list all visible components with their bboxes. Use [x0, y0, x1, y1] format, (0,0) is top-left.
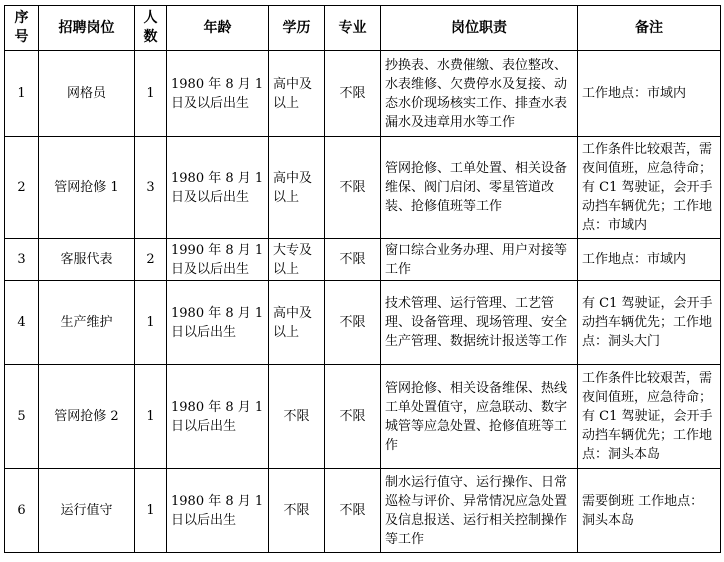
cell-education: 高中及以上 [269, 281, 325, 365]
header-education: 学历 [269, 6, 325, 51]
cell-count: 1 [135, 51, 167, 137]
table-row [5, 239, 721, 281]
cell-major: 不限 [325, 137, 381, 239]
cell-seq: 1 [5, 51, 39, 137]
cell-duties: 抄换表、水费催缴、表位整改、水表维修、欠费停水及复接、动态水价现场核实工作、排查水表漏水及违章用水等工作 [381, 51, 578, 137]
cell-count: 1 [135, 365, 167, 469]
cell-position: 生产维护 [39, 281, 135, 365]
cell-age: 1980 年 8 月 1 日及以后出生 [167, 51, 269, 137]
header-major: 专业 [325, 6, 381, 51]
header-seq: 序号 [5, 6, 39, 51]
cell-count: 1 [135, 469, 167, 553]
cell-position: 客服代表 [39, 239, 135, 281]
cell-duties: 技术管理、运行管理、工艺管理、设备管理、现场管理、安全生产管理、数据统计报送等工作 [381, 281, 578, 365]
cell-major: 不限 [325, 469, 381, 553]
table-row [5, 281, 721, 365]
cell-seq: 4 [5, 281, 39, 365]
cell-major: 不限 [325, 51, 381, 137]
cell-major: 不限 [325, 365, 381, 469]
cell-education: 高中及以上 [269, 51, 325, 137]
cell-age: 1980 年 8 月 1 日以后出生 [167, 469, 269, 553]
header-notes: 备注 [578, 6, 721, 51]
table-row [5, 51, 721, 137]
cell-major: 不限 [325, 281, 381, 365]
cell-seq: 2 [5, 137, 39, 239]
cell-position: 网格员 [39, 51, 135, 137]
cell-count: 1 [135, 281, 167, 365]
cell-age: 1980 年 8 月 1 日以后出生 [167, 281, 269, 365]
cell-education: 不限 [269, 365, 325, 469]
cell-age: 1990 年 8 月 1 日及以后出生 [167, 239, 269, 281]
cell-duties: 窗口综合业务办理、用户对接等工作 [381, 239, 578, 281]
table-row [5, 365, 721, 469]
cell-education: 不限 [269, 469, 325, 553]
recruitment-table [4, 5, 721, 553]
header-row [5, 6, 721, 51]
header-duties: 岗位职责 [381, 6, 578, 51]
cell-notes: 有 C1 驾驶证，会开手动挡车辆优先；工作地点：洞头大门 [578, 281, 721, 365]
cell-age: 1980 年 8 月 1 日以后出生 [167, 365, 269, 469]
header-count: 人数 [135, 6, 167, 51]
cell-age: 1980 年 8 月 1 日及以后出生 [167, 137, 269, 239]
cell-duties: 管网抢修、工单处置、相关设备维保、阀门启闭、零星管道改装、抢修值班等工作 [381, 137, 578, 239]
cell-education: 大专及以上 [269, 239, 325, 281]
cell-duties: 管网抢修、相关设备维保、热线工单处置值守，应急联动、数字城管等应急处置、抢修值班等工作 [381, 365, 578, 469]
cell-seq: 6 [5, 469, 39, 553]
header-position: 招聘岗位 [39, 6, 135, 51]
cell-position: 运行值守 [39, 469, 135, 553]
cell-education: 高中及以上 [269, 137, 325, 239]
cell-duties: 制水运行值守、运行操作、日常巡检与评价、异常情况应急处置及信息报送、运行相关控制操作等工作 [381, 469, 578, 553]
cell-notes: 工作地点：市域内 [578, 239, 721, 281]
table-row [5, 137, 721, 239]
cell-position: 管网抢修 2 [39, 365, 135, 469]
cell-notes: 需要倒班 工作地点：洞头本岛 [578, 469, 721, 553]
cell-notes: 工作条件比较艰苦，需夜间值班，应急待命；有 C1 驾驶证，会开手动挡车辆优先；工作地点：洞头本岛 [578, 365, 721, 469]
cell-notes: 工作地点：市域内 [578, 51, 721, 137]
cell-seq: 3 [5, 239, 39, 281]
cell-major: 不限 [325, 239, 381, 281]
cell-count: 2 [135, 239, 167, 281]
cell-count: 3 [135, 137, 167, 239]
cell-position: 管网抢修 1 [39, 137, 135, 239]
cell-seq: 5 [5, 365, 39, 469]
header-age: 年龄 [167, 6, 269, 51]
table-row [5, 469, 721, 553]
cell-notes: 工作条件比较艰苦，需夜间值班，应急待命；有 C1 驾驶证，会开手动挡车辆优先；工作地点：市域内 [578, 137, 721, 239]
